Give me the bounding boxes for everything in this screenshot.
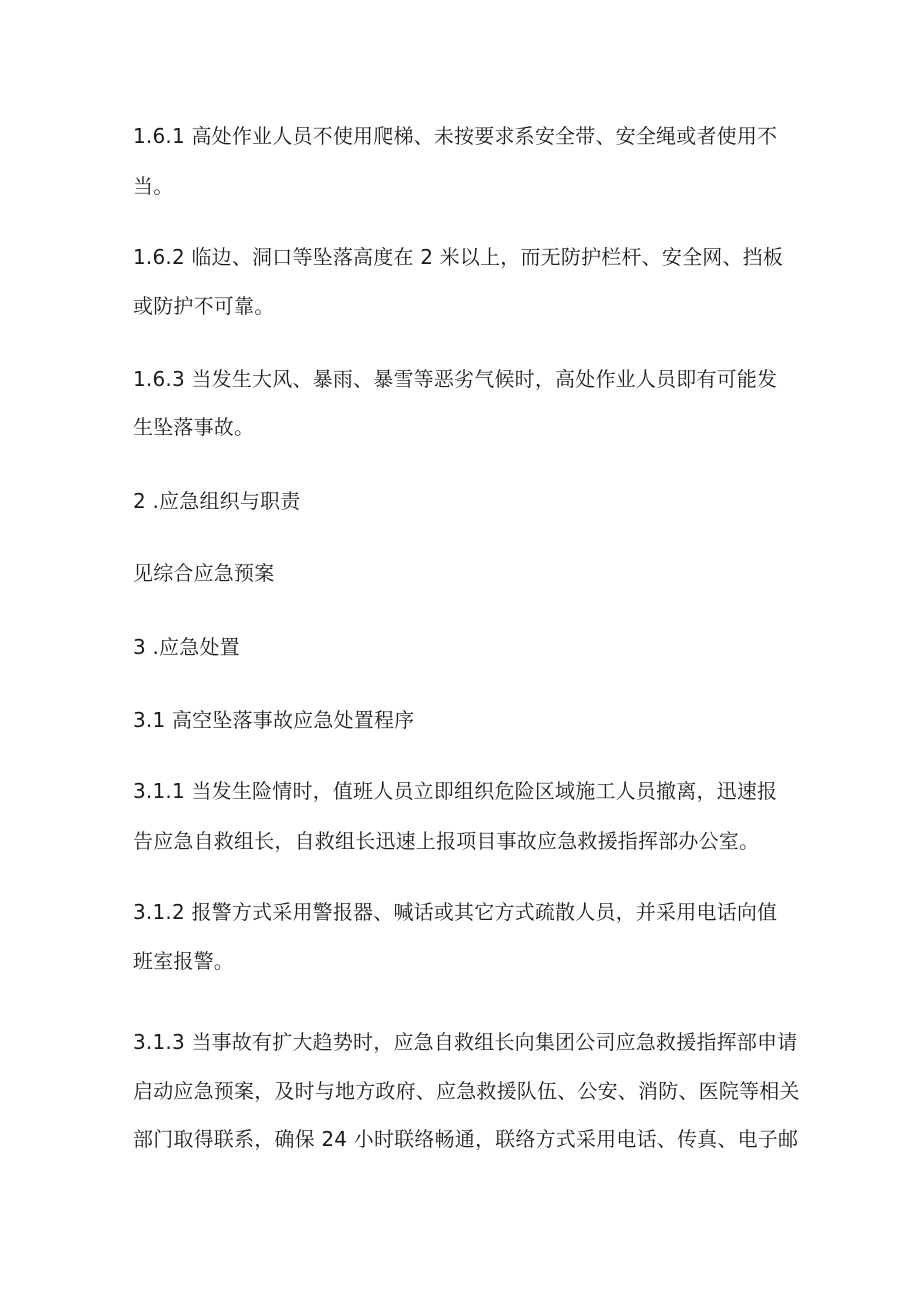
paragraph-3-1-2-line-2: 班室报警。 — [133, 949, 234, 973]
paragraph-1-6-2-line-1: 1.6.2 临边、洞口等坠落高度在 2 米以上，而无防护栏杆、安全网、挡板 — [133, 245, 784, 269]
subsection-heading-3-1: 3.1 高空坠落事故应急处置程序 — [133, 708, 415, 732]
paragraph-3-1-3-line-1: 3.1.3 当事故有扩大趋势时，应急自救组长向集团公司应急救援指挥部申请 — [133, 1030, 798, 1054]
paragraph-1-6-1-line-2: 当。 — [133, 174, 174, 198]
section-heading-2: 2 .应急组织与职责 — [133, 489, 301, 513]
paragraph-1-6-3-line-1: 1.6.3 当发生大风、暴雨、暴雪等恶劣气候时，高处作业人员即有可能发 — [133, 367, 778, 391]
paragraph-1-6-1-line-1: 1.6.1 高处作业人员不使用爬梯、未按要求系安全带、安全绳或者使用不 — [133, 124, 778, 148]
paragraph-1-6-2-line-2: 或防护不可靠。 — [133, 294, 275, 318]
paragraph-3-1-3-line-3: 部门取得联系，确保 24 小时联络畅通，联络方式采用电话、传真、电子邮 — [133, 1127, 799, 1151]
section-heading-3: 3 .应急处置 — [133, 635, 240, 659]
paragraph-1-6-3-line-2: 生坠落事故。 — [133, 415, 255, 439]
paragraph-3-1-1-line-1: 3.1.1 当发生险情时，值班人员立即组织危险区域施工人员撤离，迅速报 — [133, 779, 778, 803]
paragraph-3-1-2-line-1: 3.1.2 报警方式采用警报器、喊话或其它方式疏散人员，并采用电话向值 — [133, 900, 778, 924]
paragraph-3-1-1-line-2: 告应急自救组长，自救组长迅速上报项目事故应急救援指挥部办公室。 — [133, 829, 760, 853]
section-2-body: 见综合应急预案 — [133, 561, 275, 585]
paragraph-3-1-3-line-2: 启动应急预案，及时与地方政府、应急救援队伍、公安、消防、医院等相关 — [133, 1079, 800, 1103]
